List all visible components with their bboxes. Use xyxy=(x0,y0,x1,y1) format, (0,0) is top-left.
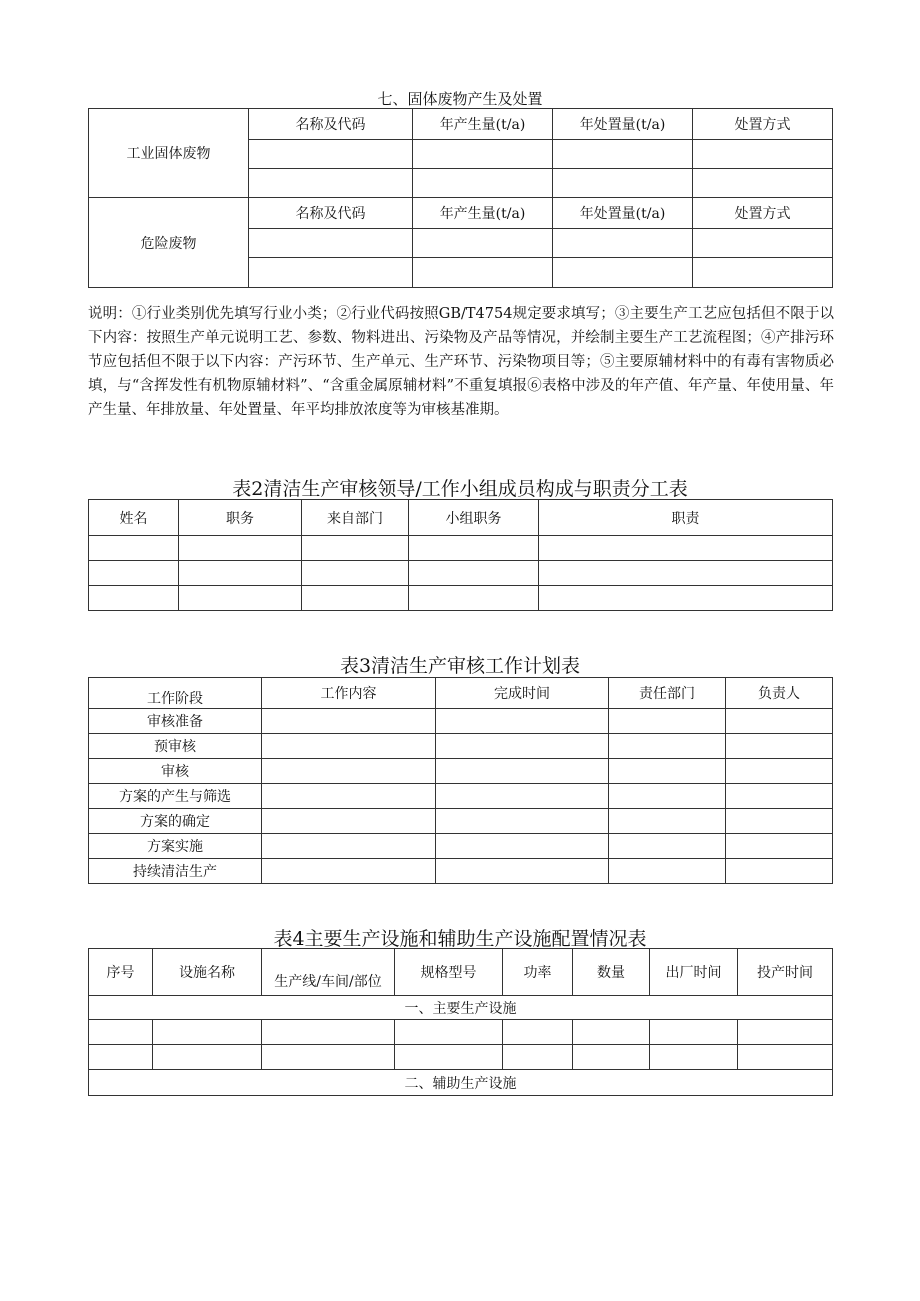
table4-title: 表4主要生产设施和辅助生产设施配置情况表 xyxy=(273,928,647,950)
cell[interactable] xyxy=(436,709,609,734)
cell[interactable] xyxy=(726,809,833,834)
table-row xyxy=(89,809,833,834)
cell[interactable] xyxy=(153,1045,262,1070)
cell[interactable] xyxy=(395,1045,503,1070)
header-responsible-dept: 责任部门 xyxy=(609,678,726,709)
cell[interactable] xyxy=(413,229,553,258)
cell[interactable] xyxy=(436,809,609,834)
cell[interactable] xyxy=(179,536,302,561)
header-annual-generation: 年产生量(t/a) xyxy=(413,198,553,229)
stage-label: 审核准备 xyxy=(89,709,262,734)
cell[interactable] xyxy=(650,1020,738,1045)
header-line-workshop: 生产线/车间/部位 xyxy=(262,949,395,996)
cell[interactable] xyxy=(726,709,833,734)
section-main-facilities: 一、主要生产设施 xyxy=(89,996,833,1020)
cell[interactable] xyxy=(89,1045,153,1070)
cell[interactable] xyxy=(693,169,833,198)
cell[interactable] xyxy=(89,561,179,586)
table2-title: 表2清洁生产审核领导/工作小组成员构成与职责分工表 xyxy=(232,478,688,500)
cell[interactable] xyxy=(436,734,609,759)
header-quantity: 数量 xyxy=(573,949,650,996)
header-content: 工作内容 xyxy=(262,678,436,709)
cell[interactable] xyxy=(609,734,726,759)
header-factory-date: 出厂时间 xyxy=(650,949,738,996)
cell[interactable] xyxy=(726,859,833,884)
stage-label: 预审核 xyxy=(89,734,262,759)
header-department: 来自部门 xyxy=(302,500,409,536)
section-aux-facilities: 二、辅助生产设施 xyxy=(89,1070,833,1096)
cell[interactable] xyxy=(738,1020,833,1045)
cell[interactable] xyxy=(503,1020,573,1045)
header-name: 姓名 xyxy=(89,500,179,536)
table-row xyxy=(89,586,833,611)
cell[interactable] xyxy=(249,169,413,198)
cell[interactable] xyxy=(693,229,833,258)
stage-label: 审核 xyxy=(89,759,262,784)
cell[interactable] xyxy=(553,169,693,198)
cell[interactable] xyxy=(609,859,726,884)
cell[interactable] xyxy=(89,536,179,561)
cell[interactable] xyxy=(609,834,726,859)
table-row xyxy=(89,561,833,586)
header-disposal-method: 处置方式 xyxy=(693,198,833,229)
cell[interactable] xyxy=(436,859,609,884)
cell[interactable] xyxy=(553,140,693,169)
table-row xyxy=(89,734,833,759)
cell[interactable] xyxy=(726,834,833,859)
cell[interactable] xyxy=(738,1045,833,1070)
header-annual-disposal: 年处置量(t/a) xyxy=(553,198,693,229)
cell[interactable] xyxy=(409,561,539,586)
cell[interactable] xyxy=(573,1045,650,1070)
group-hazardous-waste: 危险废物 xyxy=(89,198,249,288)
facilities-table xyxy=(88,948,833,1096)
cell[interactable] xyxy=(503,1045,573,1070)
cell[interactable] xyxy=(153,1020,262,1045)
cell[interactable] xyxy=(609,809,726,834)
cell[interactable] xyxy=(539,561,833,586)
cell[interactable] xyxy=(726,734,833,759)
cell[interactable] xyxy=(89,1020,153,1045)
stage-label: 持续清洁生产 xyxy=(89,859,262,884)
cell[interactable] xyxy=(262,784,436,809)
table-row xyxy=(89,759,833,784)
team-table xyxy=(88,499,833,611)
cell[interactable] xyxy=(553,258,693,288)
stage-label: 方案的确定 xyxy=(89,809,262,834)
cell[interactable] xyxy=(413,140,553,169)
work-plan-table xyxy=(88,677,833,884)
cell[interactable] xyxy=(693,258,833,288)
cell[interactable] xyxy=(262,859,436,884)
table-row xyxy=(89,536,833,561)
cell[interactable] xyxy=(179,561,302,586)
cell[interactable] xyxy=(726,784,833,809)
cell[interactable] xyxy=(249,229,413,258)
header-group-role: 小组职务 xyxy=(409,500,539,536)
cell[interactable] xyxy=(302,536,409,561)
cell[interactable] xyxy=(262,1045,395,1070)
cell[interactable] xyxy=(413,258,553,288)
header-production-date: 投产时间 xyxy=(738,949,833,996)
notes-paragraph: 说明：①行业类别优先填写行业小类；②行业代码按照GB/T4754规定要求填写；③主要生产工艺应包括但不限于以下内容：按照生产单元说明工艺、参数、物料进出、污染物及产品等情况，并绘制主要生产工艺流程图；④产排污环节应包括但不限于以下内容：产污环节、生产单元、生产环节、污染物项目等；⑤主要原辅材料中的有毒有害物质必填，与“含挥发性有机物原辅材料”、“含重金属原辅材料”不重复填报⑥表格中涉及的年产值、年产量、年使用量、年产生量、年排放量、年处置量、年平均排放浓度等为审核基准期。 xyxy=(88,306,834,418)
header-duties: 职责 xyxy=(539,500,833,536)
cell[interactable] xyxy=(553,229,693,258)
cell[interactable] xyxy=(179,586,302,611)
cell[interactable] xyxy=(436,784,609,809)
cell[interactable] xyxy=(573,1020,650,1045)
stage-label: 方案实施 xyxy=(89,834,262,859)
cell[interactable] xyxy=(249,258,413,288)
cell[interactable] xyxy=(262,1020,395,1045)
cell[interactable] xyxy=(89,586,179,611)
cell[interactable] xyxy=(262,809,436,834)
cell[interactable] xyxy=(650,1045,738,1070)
cell[interactable] xyxy=(262,734,436,759)
header-disposal-method: 处置方式 xyxy=(693,109,833,140)
header-responsible-person: 负责人 xyxy=(726,678,833,709)
cell[interactable] xyxy=(413,169,553,198)
cell[interactable] xyxy=(539,536,833,561)
cell[interactable] xyxy=(436,834,609,859)
cell[interactable] xyxy=(302,561,409,586)
cell[interactable] xyxy=(262,834,436,859)
header-name-code: 名称及代码 xyxy=(249,198,413,229)
header-power: 功率 xyxy=(503,949,573,996)
stage-label: 方案的产生与筛选 xyxy=(89,784,262,809)
table-row xyxy=(89,1045,833,1070)
header-position: 职务 xyxy=(179,500,302,536)
cell[interactable] xyxy=(395,1020,503,1045)
cell[interactable] xyxy=(262,709,436,734)
table-row xyxy=(89,859,833,884)
cell[interactable] xyxy=(302,586,409,611)
cell[interactable] xyxy=(609,709,726,734)
table-row xyxy=(89,1020,833,1045)
cell[interactable] xyxy=(726,759,833,784)
table-row xyxy=(89,709,833,734)
header-annual-disposal: 年处置量(t/a) xyxy=(553,109,693,140)
cell[interactable] xyxy=(262,759,436,784)
cell[interactable] xyxy=(409,586,539,611)
header-spec: 规格型号 xyxy=(395,949,503,996)
cell[interactable] xyxy=(609,784,726,809)
table3-title: 表3清洁生产审核工作计划表 xyxy=(339,655,581,677)
cell[interactable] xyxy=(539,586,833,611)
cell[interactable] xyxy=(409,536,539,561)
section7-title: 七、固体废物产生及处置 xyxy=(377,90,543,108)
solid-waste-table xyxy=(88,108,833,288)
header-name-code: 名称及代码 xyxy=(249,109,413,140)
header-stage: 工作阶段 xyxy=(89,678,262,709)
header-facility-name: 设施名称 xyxy=(153,949,262,996)
cell[interactable] xyxy=(609,759,726,784)
header-completion-time: 完成时间 xyxy=(436,678,609,709)
cell[interactable] xyxy=(693,140,833,169)
table-row xyxy=(89,784,833,809)
table-row xyxy=(89,834,833,859)
group-industrial-solid-waste: 工业固体废物 xyxy=(89,109,249,198)
cell[interactable] xyxy=(249,140,413,169)
header-annual-generation: 年产生量(t/a) xyxy=(413,109,553,140)
header-seq: 序号 xyxy=(89,949,153,996)
cell[interactable] xyxy=(436,759,609,784)
